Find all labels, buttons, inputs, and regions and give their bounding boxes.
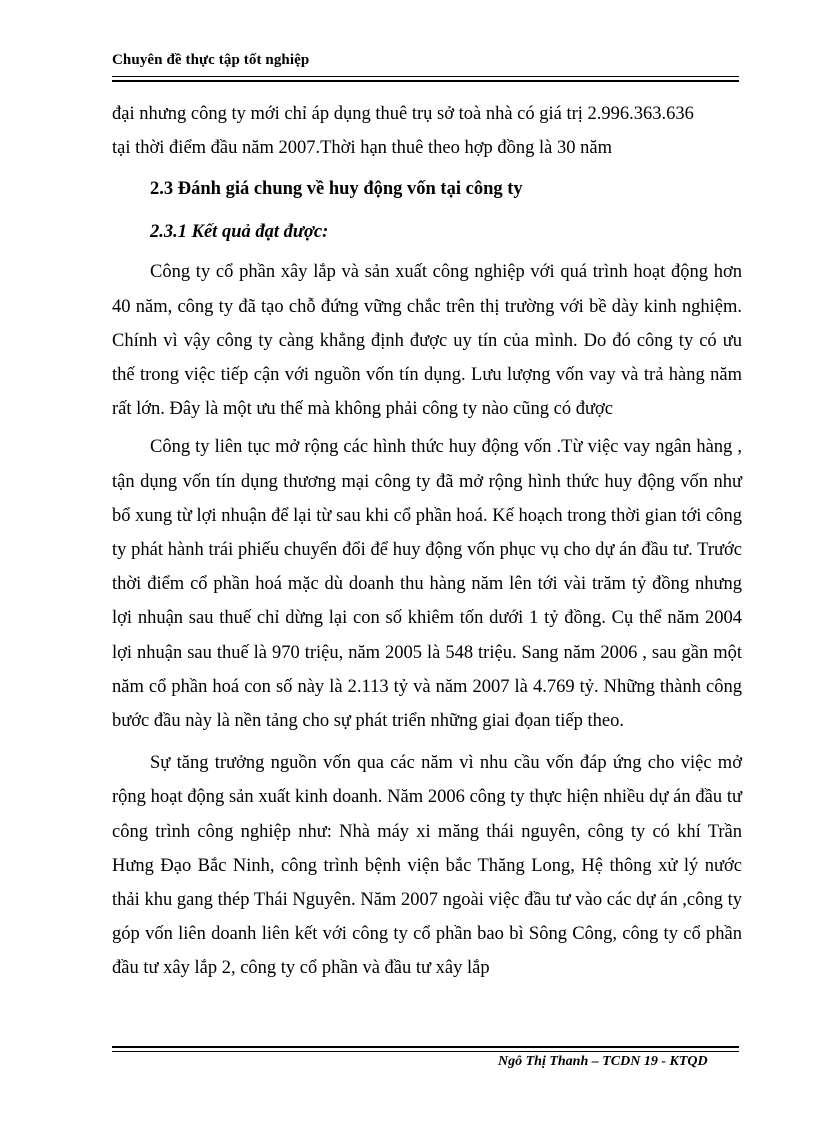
footer-author: Ngô Thị Thanh – TCDN 19 - KTQD [498,1054,708,1069]
paragraph-1: Công ty cổ phần xây lắp và sản xuất công nghiệp với quá trình hoạt động hơn 40 năm, công ty đã tạo chỗ đứng vững chắc trên thị trường với bề dày kinh nghiệm. Chính vì vậy công ty càng khẳng định được uy tín của mình. Do đó công ty có ưu thế trong việc tiếp cận với nguồn vốn tín dụng. Lưu lượng vốn vay và trả hàng năm rất lớn. Đây là một ưu thế mà không phải công ty nào cũng có được [112,262,742,420]
header-rule-bottom [112,80,739,82]
paragraph-3: Sự tăng trưởng nguồn vốn qua các năm vì nhu cầu vốn đáp ứng cho việc mở rộng hoạt động sản xuất kinh doanh. Năm 2006 công ty thực hiện nhiều dự án đầu tư công trình công nghiệp như: Nhà máy xi măng thái nguyên, công ty có khí Trần Hưng Đạo Bắc Ninh, công trình bệnh viện bắc Thăng Long, Hệ thông xử lý nước thải khu gang thép Thái Nguyên. Năm 2007 ngoài việc đầu tư vào các dự án ,công ty góp vốn liên doanh liên kết với công ty cổ phần bao bì Sông Công, công ty cổ phần đầu tư xây lắp 2, công ty cổ phần và đầu tư xây lắp [112,753,742,979]
intro-line-1: đại nhưng công ty mới chỉ áp dụng thuê trụ sở toà nhà có giá trị 2.996.363.636 [112,104,694,124]
body-text [112,97,742,986]
intro-line-2: tại thời điểm đầu năm 2007.Thời hạn thuê theo hợp đồng là 30 năm [112,138,612,159]
section-heading: 2.3 Đánh giá chung về huy động vốn tại công ty [150,179,523,200]
paragraph-2: Công ty liên tục mở rộng các hình thức huy động vốn .Từ việc vay ngân hàng , tận dụng vốn tín dụng thương mại công ty đã mở rộng hình thức huy động vốn như bổ xung từ lợi nhuận để lại từ sau khi cổ phần hoá. Kế hoạch trong thời gian tới công ty phát hành trái phiếu chuyển đổi để huy động vốn phục vụ cho dự án đầu tư. Trước thời điểm cổ phần hoá mặc dù doanh thu hàng năm lên tới vài trăm tỷ đồng nhưng lợi nhuận sau thuế chỉ dừng lại con số khiêm tốn dưới 1 tỷ đồng. Cụ thể năm 2004 lợi nhuận sau thuế là 970 triệu, năm 2005 là 548 triệu. Sang năm 2006 , sau gần một năm cổ phần hoá con số này là 2.113 tỷ và năm 2007 là 4.769 tỷ. Những thành công bước đầu này là nền tảng cho sự phát triển những giai đọan tiếp theo. [112,437,742,732]
footer-rule-bottom [112,1051,739,1052]
header-rule-top [112,76,739,77]
header-title: Chuyên đề thực tập tốt nghiệp [112,52,310,68]
paragraph-gap [112,738,742,746]
footer-rule-top [112,1046,739,1048]
subsection-heading: 2.3.1 Kết quả đạt được: [150,222,329,243]
